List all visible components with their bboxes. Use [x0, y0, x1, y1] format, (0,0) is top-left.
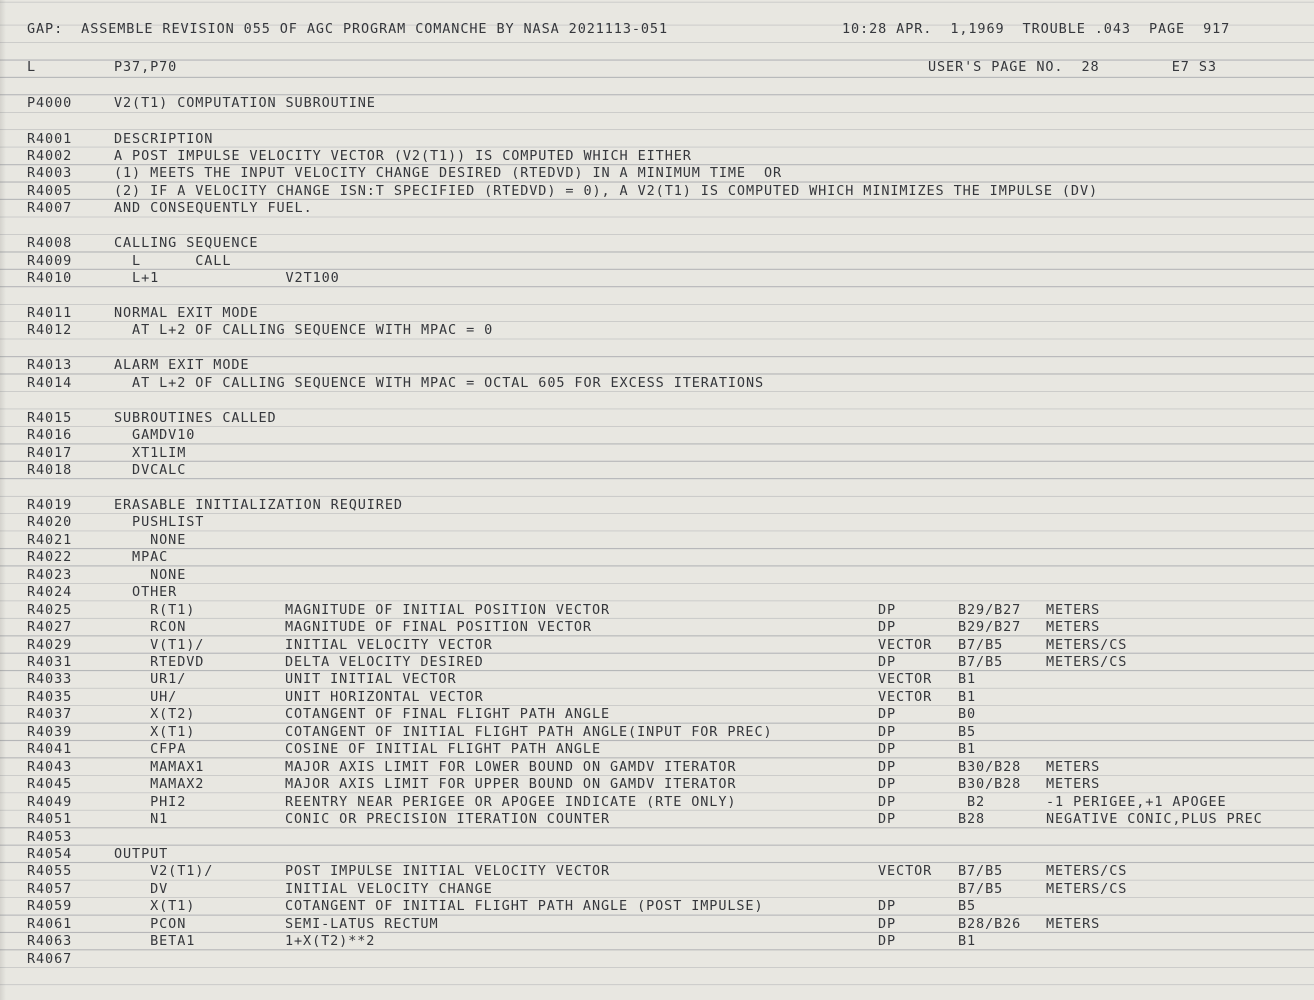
field-type: DP [878, 776, 897, 793]
line-label: R4007 [27, 200, 73, 217]
line-text: X(T2) [114, 706, 196, 723]
line-text: AT L+2 OF CALLING SEQUENCE WITH MPAC = OCTAL 605 FOR EXCESS ITERATIONS [114, 374, 764, 391]
line-text: MPAC [114, 549, 169, 566]
field-description: 1+X(T2)**2 [285, 933, 376, 950]
line-text: NONE [114, 566, 187, 583]
line-text: V2(T1)/ [114, 863, 214, 880]
line-label: R4051 [27, 811, 73, 828]
line-label: R4035 [27, 688, 73, 705]
line-text: MAMAX2 [114, 776, 205, 793]
field-description: CONIC OR PRECISION ITERATION COUNTER [285, 811, 610, 828]
field-units: METERS/CS [1046, 654, 1128, 670]
field-type: VECTOR [878, 863, 933, 880]
field-units: METERS [1046, 776, 1101, 793]
field-description: INITIAL VELOCITY CHANGE [285, 880, 493, 897]
line-label: R4005 [27, 182, 73, 199]
field-type: DP [878, 793, 897, 810]
line-label: R4037 [27, 706, 73, 723]
line-label: R4061 [27, 915, 73, 932]
line-label: R4059 [27, 898, 73, 915]
field-units: -1 PERIGEE,+1 APOGEE [1046, 793, 1227, 810]
line-label: R4057 [27, 880, 73, 897]
line-text: RCON [114, 619, 187, 636]
field-description: COTANGENT OF INITIAL FLIGHT PATH ANGLE (POST IMPULSE) [285, 898, 764, 915]
field-type: DP [878, 933, 897, 950]
field-description: INITIAL VELOCITY VECTOR [285, 636, 493, 653]
line-label: R4031 [27, 654, 73, 670]
field-scale: B7/B5 [958, 636, 1004, 653]
field-description: MAJOR AXIS LIMIT FOR LOWER BOUND ON GAMDV ITERATOR [285, 758, 737, 775]
field-type: DP [878, 601, 897, 618]
field-description: SEMI-LATUS RECTUM [285, 915, 439, 932]
program-list: P37,P70 [114, 59, 178, 75]
field-scale: B7/B5 [958, 863, 1004, 880]
field-scale: B1 [958, 741, 977, 758]
line-label: R4024 [27, 584, 73, 601]
line-label: R4033 [27, 671, 73, 688]
line-label: R4008 [27, 235, 73, 252]
field-type: DP [878, 811, 897, 828]
line-text: X(T1) [114, 898, 196, 915]
line-text: BETA1 [114, 933, 196, 950]
line-label: R4017 [27, 444, 73, 461]
line-label: R4055 [27, 863, 73, 880]
line-text: NORMAL EXIT MODE [114, 305, 259, 321]
field-type: DP [878, 706, 897, 723]
line-label: R4021 [27, 531, 73, 548]
line-label: R4049 [27, 793, 73, 810]
line-text: AND CONSEQUENTLY FUEL. [114, 200, 313, 217]
field-description: POST IMPULSE INITIAL VELOCITY VECTOR [285, 863, 610, 880]
line-label: R4012 [27, 322, 73, 339]
field-scale: B5 [958, 723, 977, 740]
line-label: R4039 [27, 723, 73, 740]
field-type: VECTOR [878, 671, 933, 688]
field-units: METERS [1046, 619, 1101, 636]
field-description: COTANGENT OF FINAL FLIGHT PATH ANGLE [285, 706, 610, 723]
line-label: R4013 [27, 357, 73, 374]
field-description: UNIT HORIZONTAL VECTOR [285, 688, 484, 705]
field-scale: B1 [958, 688, 977, 705]
field-units: METERS [1046, 758, 1101, 775]
field-scale: B7/B5 [958, 880, 1004, 897]
field-scale: B30/B28 [958, 758, 1022, 775]
line-text: DVCALC [114, 462, 187, 479]
field-type: VECTOR [878, 636, 933, 653]
line-text: (2) IF A VELOCITY CHANGE ISN:T SPECIFIED (RTEDVD) = 0), A V2(T1) IS COMPUTED WHICH MINIMIZES THE IMPULSE (DV) [114, 182, 1099, 199]
subheader-label: L [27, 59, 37, 75]
field-type: DP [878, 758, 897, 775]
line-text: DESCRIPTION [114, 130, 214, 147]
field-type: DP [878, 898, 897, 915]
field-type: DP [878, 619, 897, 636]
line-text: PUSHLIST [114, 514, 205, 531]
line-text: GAMDV10 [114, 427, 196, 444]
assembly-title: GAP: ASSEMBLE REVISION 055 OF AGC PROGRAM COMANCHE BY NASA 2021113-051 [27, 21, 668, 37]
field-units: NEGATIVE CONIC,PLUS PREC [1046, 811, 1263, 828]
field-units: METERS/CS [1046, 636, 1128, 653]
line-label: R4063 [27, 933, 73, 950]
line-text: ERASABLE INITIALIZATION REQUIRED [114, 496, 403, 513]
field-scale: B28/B26 [958, 915, 1022, 932]
line-text: XT1LIM [114, 444, 187, 461]
line-label: R4023 [27, 566, 73, 583]
line-text: UH/ [114, 688, 178, 705]
line-label: R4003 [27, 165, 73, 182]
field-scale: B7/B5 [958, 654, 1004, 670]
section-label: P4000 [27, 95, 73, 111]
line-text: PHI2 [114, 793, 187, 810]
line-text: X(T1) [114, 723, 196, 740]
section-text: V2(T1) COMPUTATION SUBROUTINE [114, 95, 376, 111]
assembly-header [0, 20, 1231, 38]
line-label: R4041 [27, 741, 73, 758]
field-scale: B0 [958, 706, 977, 723]
line-text: DV [114, 880, 169, 897]
line-label: R4002 [27, 147, 73, 164]
field-scale: B29/B27 [958, 601, 1022, 618]
field-description: COSINE OF INITIAL FLIGHT PATH ANGLE [285, 741, 601, 758]
line-text: CFPA [114, 741, 187, 758]
field-description: COTANGENT OF INITIAL FLIGHT PATH ANGLE(INPUT FOR PREC) [285, 723, 773, 740]
section-title [0, 94, 376, 112]
line-text: RTEDVD [114, 654, 205, 670]
line-text: ALARM EXIT MODE [114, 357, 250, 374]
line-text: L+1 V2T100 [114, 270, 340, 287]
field-description: DELTA VELOCITY DESIRED [285, 654, 484, 670]
line-label: R4025 [27, 601, 73, 618]
line-text: AT L+2 OF CALLING SEQUENCE WITH MPAC = 0 [114, 322, 494, 339]
field-units: METERS/CS [1046, 880, 1128, 897]
line-text: (1) MEETS THE INPUT VELOCITY CHANGE DESIRED (RTEDVD) IN A MINIMUM TIME OR [114, 165, 783, 182]
field-description: REENTRY NEAR PERIGEE OR APOGEE INDICATE (RTE ONLY) [285, 793, 737, 810]
field-scale: B5 [958, 898, 977, 915]
field-scale: B2 [958, 793, 986, 810]
field-description: MAGNITUDE OF FINAL POSITION VECTOR [285, 619, 592, 636]
field-scale: B29/B27 [958, 619, 1022, 636]
line-text: L CALL [114, 252, 232, 269]
line-label: R4014 [27, 374, 73, 391]
line-text: SUBROUTINES CALLED [114, 409, 277, 426]
line-label: R4043 [27, 758, 73, 775]
field-description: MAJOR AXIS LIMIT FOR UPPER BOUND ON GAMDV ITERATOR [285, 776, 737, 793]
field-scale: B30/B28 [958, 776, 1022, 793]
field-scale: B1 [958, 671, 977, 688]
field-type: DP [878, 654, 897, 670]
line-label: R4015 [27, 409, 73, 426]
field-scale: B1 [958, 933, 977, 950]
field-type: DP [878, 915, 897, 932]
line-label: R4022 [27, 549, 73, 566]
line-label: R4045 [27, 776, 73, 793]
field-units: METERS/CS [1046, 863, 1128, 880]
field-scale: B28 [958, 811, 986, 828]
line-text: OUTPUT [114, 845, 169, 862]
line-label: R4016 [27, 427, 73, 444]
line-label: R4009 [27, 252, 73, 269]
line-label: R4020 [27, 514, 73, 531]
line-label: R4019 [27, 496, 73, 513]
field-description: UNIT INITIAL VECTOR [285, 671, 457, 688]
field-type: DP [878, 723, 897, 740]
line-label: R4010 [27, 270, 73, 287]
line-text: PCON [114, 915, 187, 932]
line-text: N1 [114, 811, 169, 828]
field-units: METERS [1046, 915, 1101, 932]
line-label: R4067 [27, 950, 73, 967]
line-label: R4001 [27, 130, 73, 147]
line-label: R4027 [27, 619, 73, 636]
line-text: R(T1) [114, 601, 196, 618]
assembly-timestamp: 10:28 APR. 1,1969 TROUBLE .043 PAGE 917 [842, 21, 1231, 37]
line-label: R4053 [27, 828, 73, 845]
line-text: V(T1)/ [114, 636, 205, 653]
line-label: R4011 [27, 305, 73, 321]
line-text: NONE [114, 531, 187, 548]
page-subheader [0, 58, 1217, 76]
line-text: OTHER [114, 584, 178, 601]
field-type: DP [878, 741, 897, 758]
line-text: A POST IMPULSE VELOCITY VECTOR (V2(T1)) IS COMPUTED WHICH EITHER [114, 147, 692, 164]
field-description: MAGNITUDE OF INITIAL POSITION VECTOR [285, 601, 610, 618]
users-page-number: USER'S PAGE NO. 28 E7 S3 [928, 59, 1217, 75]
line-text: UR1/ [114, 671, 187, 688]
line-text: MAMAX1 [114, 758, 205, 775]
field-units: METERS [1046, 601, 1101, 618]
line-label: R4018 [27, 462, 73, 479]
line-label: R4054 [27, 845, 73, 862]
line-text: CALLING SEQUENCE [114, 235, 259, 252]
field-type: VECTOR [878, 688, 933, 705]
line-label: R4029 [27, 636, 73, 653]
